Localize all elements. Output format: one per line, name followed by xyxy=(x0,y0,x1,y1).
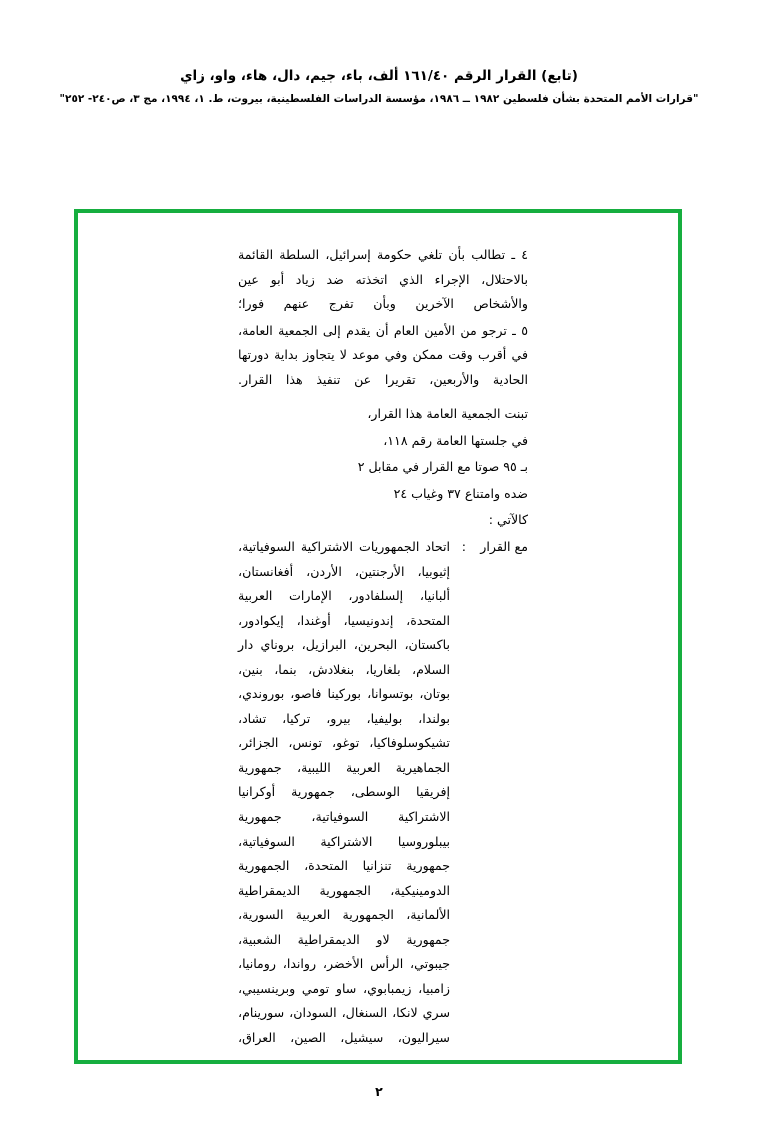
paragraph-5: ٥ ـ ترجو من الأمين العام أن يقدم إلى الجمعية العامة، في أقرب وقت ممكن وفي موعد لا يتجاوز بداية دورتها الحادية والأربعين، تقريرا عن تنفيذ هذا القرار. xyxy=(238,322,528,387)
vote-line-for: بـ ٩٥ صوتا مع القرار في مقابل ٢ xyxy=(357,459,528,475)
countries-in-favour-colon: : xyxy=(461,539,466,555)
countries-in-favour-label: مع القرار xyxy=(480,539,528,555)
vote-line-against: ضده وامتناع ٣٧ وغياب ٢٤ xyxy=(393,485,528,501)
vote-line-as-follows: كالآتي : xyxy=(488,512,528,528)
vote-line-adoption: تبنت الجمعية العامة هذا القرار، xyxy=(367,406,528,422)
green-border-frame xyxy=(74,209,682,1064)
countries-in-favour-block xyxy=(238,535,528,1050)
header-source-note: "قرارات الأمم المتحدة بشأن فلسطين ١٩٨٢ ــ ١٩٨٦، مؤسسة الدراسات الفلسطينية، بيروت، ط. ١، ١٩٩٤، مج ٣، ص٢٤٠- ٢٥٢" xyxy=(59,93,699,106)
vote-summary xyxy=(238,402,528,533)
header-title: (تابع) القرار الرقم ١٦١/٤٠ ألف، باء، جيم، دال، هاء، واو، زاي xyxy=(180,68,578,84)
page-header xyxy=(0,66,758,108)
document-page xyxy=(0,66,758,1144)
countries-in-favour-list: اتحاد الجمهوريات الاشتراكية السوفياتية، إثيوبيا، الأرجنتين، الأردن، أفغانستان، ألبانيا، إلسلفادور، الإمارات العربية المتحدة، إندونيسيا، أوغندا، إيكوادور، باكستان، البحرين، البرازيل، بروناي دار السلام، بلغاريا، بنغلادش، بنما، بنين، بوتان، بوتسوانا، بوركينا فاصو، بوروندي، بولندا، بوليفيا، بيرو، تركيا، تشاد، تشيكوسلوفاكيا، توغو، تونس، الجزائر، الجماهيرية العربية الليبية، جمهورية إفريقيا الوسطى، جمهورية أوكرانيا الاشتراكية السوفياتية، جمهورية بيبلوروسيا الاشتراكية السوفياتية، جمهورية تنزانيا المتحدة، الجمهورية الدومينيكية، الجمهورية الديمقراطية الألمانية، الجمهورية العربية السورية، جمهورية لاو الديمقراطية الشعبية، جيبوتي، الرأس الأخضر، رواندا، رومانيا، زامبيا، زيمبابوي، ساو تومي وبرينسيبي، سري لانكا، السنغال، السودان، سورينام، سيراليون، سيشيل، الصين، العراق، xyxy=(238,539,450,1045)
page-number: ٢ xyxy=(375,1084,383,1099)
vote-line-meeting: في جلستها العامة رقم ١١٨، xyxy=(383,432,528,448)
document-body xyxy=(238,243,528,1051)
paragraph-4: ٤ ـ تطالب بأن تلغي حكومة إسرائيل، السلطة القائمة بالاحتلال، الإجراء الذي اتخذته ضد زياد أبو عين والأشخاص الآخرين وبأن تفرج عنهم فورا؛ xyxy=(238,247,528,312)
